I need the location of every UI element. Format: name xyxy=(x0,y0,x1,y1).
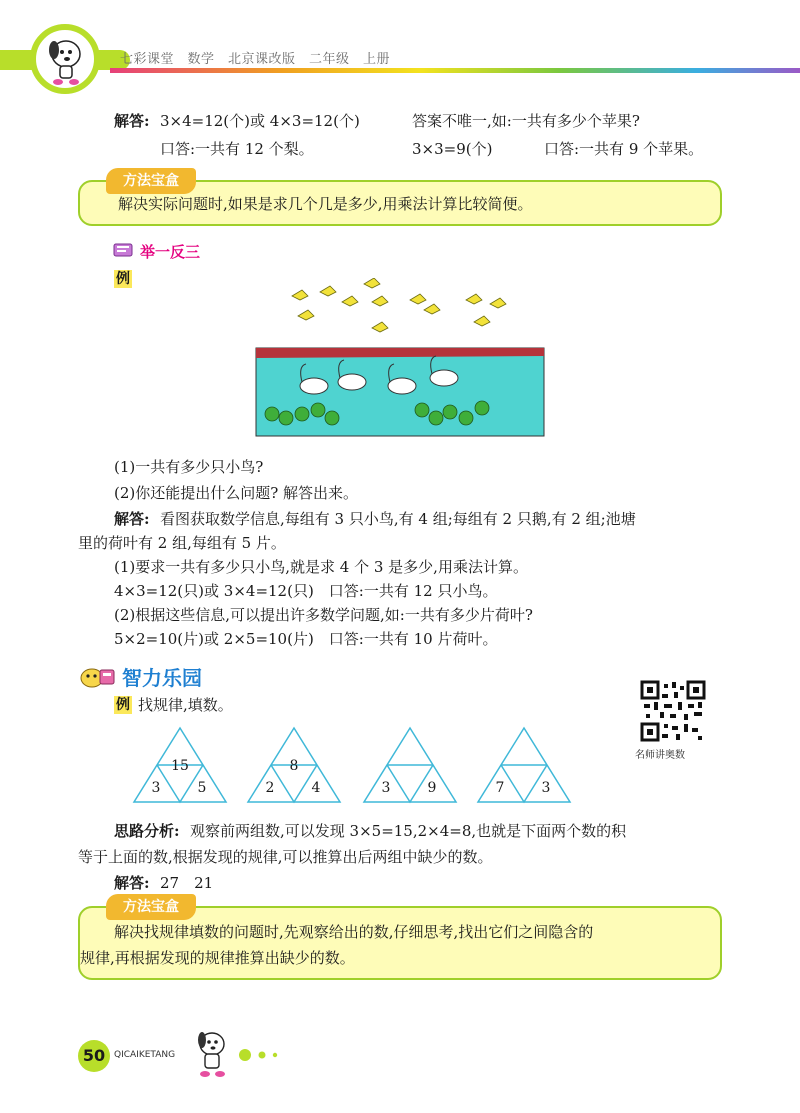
top-answer-line1-a: 3×4=12(个)或 4×3=12(个) xyxy=(160,112,360,130)
section2-answer-label: 解答: xyxy=(114,874,150,892)
section1-answer-label: 解答: xyxy=(114,510,150,528)
method-box-tag: 方法宝盒 xyxy=(106,168,196,194)
top-answer-label: 解答: xyxy=(114,112,150,130)
analysis-line: 等于上面的数,根据发现的规律,可以推算出后两组中缺少的数。 xyxy=(78,848,493,866)
section1-answer-line: (1)要求一共有多少只小鸟,就是求 4 个 3 是多少,用乘法计算。 xyxy=(114,558,528,576)
qr-code-icon xyxy=(640,680,706,742)
triangle-2-left: 2 xyxy=(265,780,275,796)
section1-answer-line: 5×2=10(片)或 2×5=10(片) 口答:一共有 10 片荷叶。 xyxy=(114,630,498,648)
dog-mascot-icon xyxy=(36,30,94,88)
analysis-line: 观察前两组数,可以发现 3×5=15,2×4=8,也就是下面两个数的积 xyxy=(190,822,627,840)
triangle-4-right: 3 xyxy=(541,780,551,796)
triangle-4-left: 7 xyxy=(495,780,505,796)
top-answer-line2-a: 口答:一共有 12 个梨。 xyxy=(160,140,314,158)
triangle-2-right: 4 xyxy=(311,780,321,796)
header-mascot-badge xyxy=(30,24,100,94)
example-prompt: 找规律,填数。 xyxy=(138,696,233,714)
section1-answer-line: 4×3=12(只)或 3×4=12(只) 口答:一共有 12 只小鸟。 xyxy=(114,582,498,600)
section1-answer-line: (2)根据这些信息,可以提出许多数学问题,如:一共有多少片荷叶? xyxy=(114,606,533,624)
method-box-line2: 规律,再根据发现的规律推算出缺少的数。 xyxy=(80,949,355,967)
triangle-3-left: 3 xyxy=(381,780,391,796)
analysis-label: 思路分析: xyxy=(114,822,180,840)
section1-answer-line: 里的荷叶有 2 组,每组有 5 片。 xyxy=(78,534,286,552)
top-answer-line2-c: 口答:一共有 9 个苹果。 xyxy=(544,140,704,158)
triangle-1-top: 15 xyxy=(171,758,189,774)
example-label: 例 xyxy=(116,697,130,713)
header-title: 七彩课堂 数学 北京课改版 二年级 上册 xyxy=(120,52,391,67)
method-box-line1: 解决找规律填数的问题时,先观察给出的数,仔细思考,找出它们之间隐含的 xyxy=(114,923,594,941)
method-box-1 xyxy=(78,173,722,226)
example-label: 例 xyxy=(116,271,130,287)
puzzle-mascot-icon xyxy=(78,660,118,690)
qr-caption: 名师讲奥数 xyxy=(635,750,685,761)
header-rainbow-line xyxy=(110,68,800,73)
triangle-1-right: 5 xyxy=(197,780,207,796)
method-box-tag: 方法宝盒 xyxy=(106,894,196,920)
footer-dots-icon xyxy=(238,1048,282,1062)
footer-dog-mascot-icon xyxy=(190,1028,234,1080)
footer-brand: QICAIKETANG xyxy=(114,1050,176,1060)
triangle-3-right: 9 xyxy=(427,780,437,796)
triangle-1-left: 3 xyxy=(151,780,161,796)
section1-answer-line: 看图获取数学信息,每组有 3 只小鸟,有 4 组;每组有 2 只鹅,有 2 组;池塘 xyxy=(160,510,636,528)
method-box-2 xyxy=(78,899,722,980)
question-1: (1)一共有多少只小鸟? xyxy=(114,458,264,476)
method-box-text: 解决实际问题时,如果是求几个几是多少,用乘法计算比较简便。 xyxy=(118,195,533,213)
triangle-2-top: 8 xyxy=(289,758,299,774)
top-answer-line1-b: 答案不唯一,如:一共有多少个苹果? xyxy=(412,112,640,130)
section2-answer: 27 21 xyxy=(160,874,214,892)
section-title-zlly: 智力乐园 xyxy=(122,666,202,690)
page-number: 50 xyxy=(78,1040,110,1072)
pond-birds-illustration xyxy=(252,278,548,438)
qr-code[interactable] xyxy=(640,680,706,742)
section-title-jyfs: 举一反三 xyxy=(140,243,201,261)
book-icon xyxy=(112,240,136,260)
question-2: (2)你还能提出什么问题? 解答出来。 xyxy=(114,484,359,502)
top-answer-line2-b: 3×3=9(个) xyxy=(412,140,493,158)
